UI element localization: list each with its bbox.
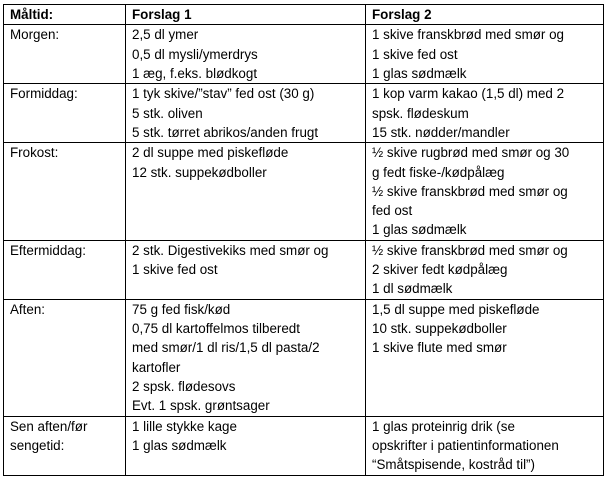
- forslag-1-cell: [126, 416, 366, 475]
- cell-line: 15 stk. nødder/mandler: [372, 124, 510, 140]
- forslag-2-cell: [366, 416, 604, 475]
- cell-line: Morgen:: [10, 27, 60, 43]
- cell-line: 1 glas sødmælk: [372, 222, 467, 238]
- meal-plan-table: [3, 4, 604, 476]
- meal-cell: [4, 25, 126, 84]
- cell-line: 2 spsk. flødesovs: [132, 378, 236, 394]
- cell-line: 1 glas sødmælk: [372, 65, 467, 81]
- cell-line: sengetid:: [10, 437, 65, 453]
- forslag-1-cell: [126, 25, 366, 84]
- cell-line: 1 skive fed ost: [372, 46, 458, 62]
- cell-line: 1 glas proteinrig drik (se: [372, 418, 515, 434]
- cell-line: g fedt fiske-/kødpålæg: [372, 164, 505, 180]
- forslag-2-cell: [366, 299, 604, 416]
- cell-line: 1,5 dl suppe med piskefløde: [372, 301, 540, 317]
- cell-line: fed ost: [372, 203, 413, 219]
- header-forslag-2: Forslag 2: [366, 5, 604, 25]
- cell-line: med smør/1 dl ris/1,5 dl pasta/2: [132, 340, 320, 356]
- table-row: [4, 25, 604, 84]
- cell-line: Formiddag:: [10, 86, 78, 102]
- meal-cell: [4, 416, 126, 475]
- forslag-2-cell: [366, 25, 604, 84]
- forslag-2-cell: [366, 143, 604, 240]
- meal-cell: [4, 143, 126, 240]
- cell-line: 1 dl sødmælk: [372, 281, 453, 297]
- cell-line: ½ skive franskbrød med smør og: [372, 242, 568, 258]
- cell-line: 2,5 dl ymer: [132, 27, 199, 43]
- cell-line: Sen aften/før: [10, 418, 88, 434]
- table-row: [4, 416, 604, 475]
- meal-cell: [4, 299, 126, 416]
- forslag-1-cell: [126, 299, 366, 416]
- cell-line: Frokost:: [10, 145, 59, 161]
- cell-line: kartofler: [132, 359, 181, 375]
- cell-line: 0,75 dl kartoffelmos tilberedt: [132, 321, 300, 337]
- cell-line: 0,5 dl mysli/ymerdrys: [132, 46, 258, 62]
- table-row: [4, 84, 604, 143]
- cell-line: spsk. flødeskum: [372, 105, 469, 121]
- cell-line: “Småtspisende, kostråd til”): [372, 457, 535, 473]
- meal-cell: [4, 84, 126, 143]
- cell-line: opskrifter i patientinformationen: [372, 437, 559, 453]
- table-row: [4, 299, 604, 416]
- header-meal: Måltid:: [4, 5, 126, 25]
- forslag-2-cell: [366, 240, 604, 299]
- cell-line: ½ skive franskbrød med smør og: [372, 183, 568, 199]
- cell-line: 10 stk. suppekødboller: [372, 321, 507, 337]
- cell-line: 1 tyk skive/”stav” fed ost (30 g): [132, 86, 315, 102]
- cell-line: 1 glas sødmælk: [132, 437, 227, 453]
- cell-line: Eftermiddag:: [10, 242, 86, 258]
- cell-line: 1 skive franskbrød med smør og: [372, 27, 564, 43]
- header-row: [4, 5, 604, 25]
- cell-line: 5 stk. oliven: [132, 105, 203, 121]
- cell-line: 75 g fed fisk/kød: [132, 301, 231, 317]
- cell-line: 2 stk. Digestivekiks med smør og: [132, 242, 329, 258]
- cell-line: 1 skive fed ost: [132, 262, 218, 278]
- cell-line: 2 dl suppe med piskefløde: [132, 145, 289, 161]
- cell-line: Aften:: [10, 301, 45, 317]
- cell-line: 12 stk. suppekødboller: [132, 164, 267, 180]
- cell-line: 1 lille stykke kage: [132, 418, 237, 434]
- meal-cell: [4, 240, 126, 299]
- cell-line: Evt. 1 spsk. grøntsager: [132, 398, 270, 414]
- cell-line: 2 skiver fedt kødpålæg: [372, 262, 508, 278]
- forslag-1-cell: [126, 240, 366, 299]
- forslag-1-cell: [126, 84, 366, 143]
- header-forslag-1: Forslag 1: [126, 5, 366, 25]
- cell-line: 1 skive flute med smør: [372, 340, 507, 356]
- cell-line: ½ skive rugbrød med smør og 30: [372, 145, 570, 161]
- forslag-2-cell: [366, 84, 604, 143]
- table-row: [4, 143, 604, 240]
- forslag-1-cell: [126, 143, 366, 240]
- table-row: [4, 240, 604, 299]
- cell-line: 1 æg, f.eks. blødkogt: [132, 65, 258, 81]
- cell-line: 5 stk. tørret abrikos/anden frugt: [132, 124, 319, 140]
- cell-line: 1 kop varm kakao (1,5 dl) med 2: [372, 86, 565, 102]
